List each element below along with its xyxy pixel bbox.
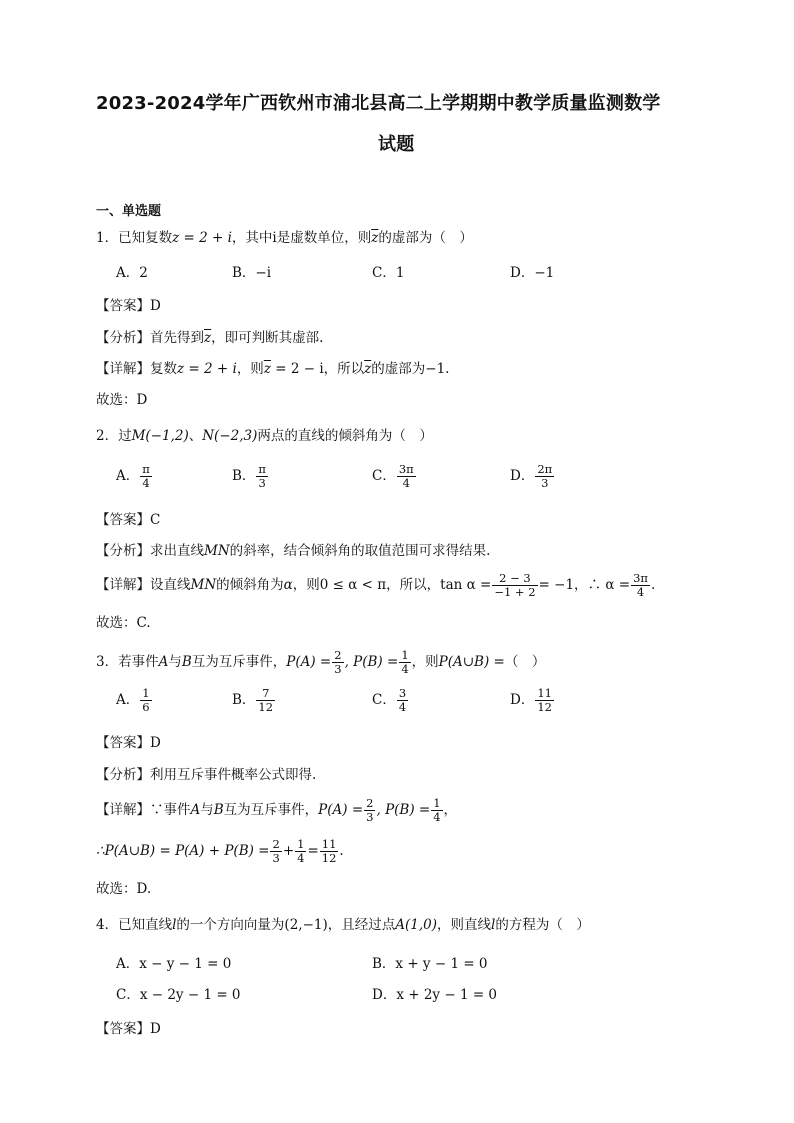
q1-option-c: C．1 [372,265,405,281]
q1-stem: 1．已知复数z = 2 + i，其中i是虚数单位，则$\overline{z}$的虚部为（ ） [96,230,473,246]
q3-detail: 【详解】∵事件A与B互为互斥事件，P(A) = $\frac{2}{3}$ , P(B) = $\frac{1}{4}$ ， [96,796,458,824]
q2-option-d: D． $\frac{2\pi}{3}$ [510,462,553,490]
q2-choose: 故选：C. [96,615,151,631]
page-title: 2023-2024学年广西钦州市浦北县高二上学期期中教学质量监测数学 [96,93,661,114]
q2-option-a: A． $\frac{\pi}{4}$ [116,462,150,490]
q3-option-b: B． $\frac{7}{12}$ [232,686,274,714]
q1-detail: 【详解】复数z = 2 + i，则$\overline{z} = 2 - i$，所以$\overline{z}$的虚部为−1. [96,361,450,377]
q3-choose: 故选：D. [96,881,152,897]
q1-answer: 【答案】D [96,298,161,314]
q2-option-c: C． $\frac{3\pi}{4}$ [372,462,414,490]
q1-option-a: A．2 [116,265,148,281]
q2-stem: 2．过M(−1,2)、N(−2,3)两点的直线的倾斜角为（ ） [96,428,433,444]
page-title-line2: 试题 [378,134,415,155]
q4-option-a: A．x − y − 1 = 0 [116,956,232,972]
q4-stem: 4．已知直线l的一个方向向量为(2,−1)，且经过点A(1,0)，则直线l的方程为（ ） [96,917,590,933]
section-heading: 一、单选题 [96,204,162,219]
q1-option-d: D．−1 [510,265,555,281]
q3-option-c: C． $\frac{3}{4}$ [372,686,407,714]
q1-choose: 故选：D [96,392,148,408]
q3-stem: 3．若事件A与B互为互斥事件，P(A) = $\frac{2}{3}$ , P(B) = $\frac{1}{4}$ ，则P(A∪B) =（ ） [96,648,546,676]
q2-option-b: B． $\frac{\pi}{3}$ [232,462,266,490]
q1-analysis: 【分析】首先得到$\overline{z}$，即可判断其虚部. [96,330,324,346]
q4-option-c: C．x − 2y − 1 = 0 [116,987,241,1003]
q3-calculation: ∴P(A∪B) = P(A) + P(B) = $\frac{2}{3}$ + $\frac{1}{4}$ = $\frac{11}{12}$ . [96,837,344,865]
q3-answer: 【答案】D [96,735,161,751]
q2-answer: 【答案】C [96,512,161,528]
q3-option-a: A． $\frac{1}{6}$ [116,686,150,714]
q4-option-d: D．x + 2y − 1 = 0 [372,987,498,1003]
q2-analysis: 【分析】求出直线MN的斜率，结合倾斜角的取值范围可求得结果. [96,543,491,559]
q1-option-b: B．−i [232,265,272,281]
q3-analysis: 【分析】利用互斥事件概率公式即得. [96,767,317,783]
q4-answer: 【答案】D [96,1021,161,1037]
q2-detail: 【详解】设直线MN的倾斜角为α，则0 ≤ α < π，所以，tan α = $\frac{2 - 3}{-1 + 2}$ = −1，∴ α = $\frac{3\pi}{4}$ . [96,571,656,599]
q3-option-d: D． $\frac{11}{12}$ [510,686,552,714]
q4-option-b: B．x + y − 1 = 0 [372,956,488,972]
